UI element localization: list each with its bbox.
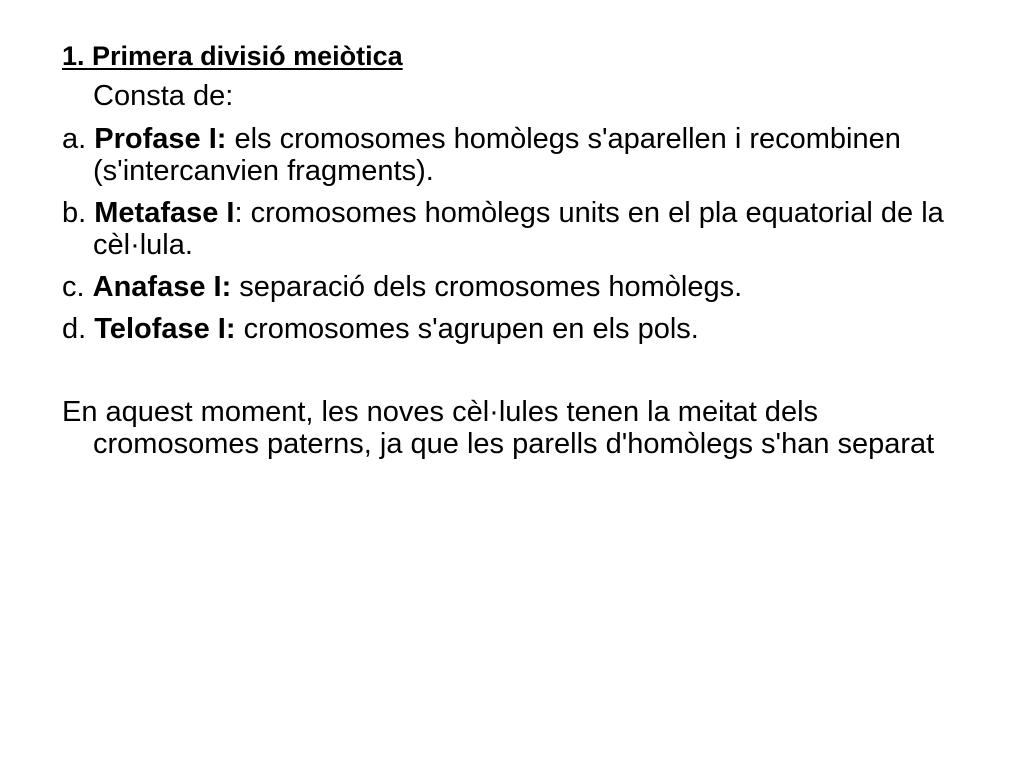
phase-description: separació dels cromosomes homòlegs. [231,271,743,303]
slide-content [62,38,982,460]
phase-description: els cromosomes homòlegs s'aparellen i recombinen (s'intercanvien fragments). [93,123,901,187]
phase-item-b [62,197,982,261]
phase-name: Profase I: [94,123,227,155]
phase-item-d [62,313,982,345]
phase-item-a [62,123,982,187]
phase-item-c [62,271,982,303]
phase-name: Anafase I: [92,271,232,303]
phase-name: Metafase I [94,197,235,229]
phase-letter: c. [62,271,93,303]
intro-text: Consta de: [93,80,234,112]
phase-letter: d. [62,313,95,345]
phase-letter: b. [62,197,95,229]
slide-heading: 1. Primera divisió meiòtica [62,41,403,71]
conclusion-text: En aquest moment, les noves cèl·lules tenen la meitat dels cromosomes paterns, ja que les parells d'homòlegs s'han separat [62,396,935,460]
phase-name: Telofase I: [94,313,236,345]
phase-description: : cromosomes homòlegs units en el pla equatorial de la cèl·lula. [93,197,944,261]
phase-letter: a. [62,123,95,155]
phase-description: cromosomes s'agrupen en els pols. [235,313,699,345]
